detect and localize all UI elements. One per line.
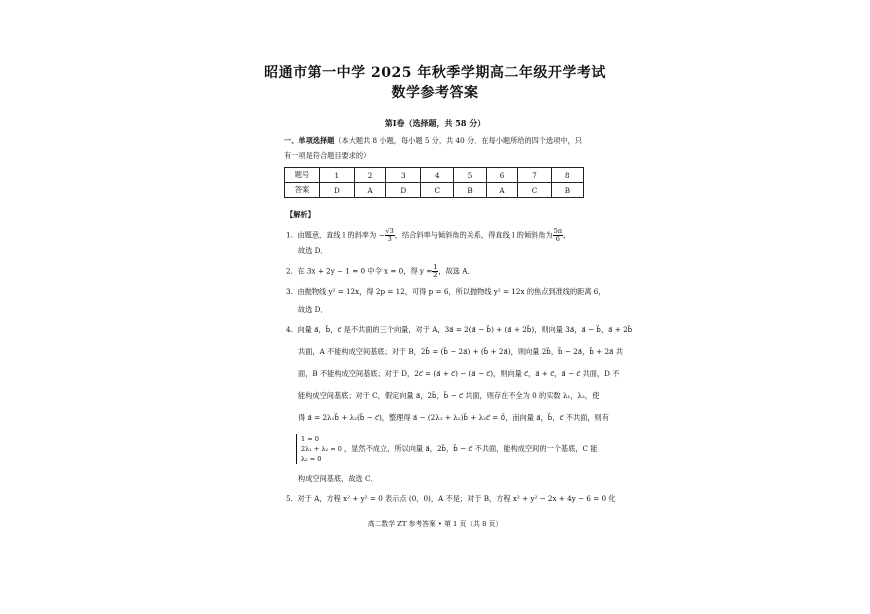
section1-line1: [284, 136, 582, 145]
q1-text-a: 由题意，直线 l 的斜率为 −: [297, 230, 385, 240]
q4-conclusion: 构成空间基底，故选 C．: [298, 474, 378, 483]
answer-table-header: 题号: [285, 168, 320, 183]
equation-2: 2λ₁ + λ₂ = 0: [301, 445, 342, 453]
q5-number: 5.: [286, 494, 293, 503]
question-number-cell: 7: [518, 168, 551, 183]
q3-line1: [286, 287, 606, 296]
q3-number: 3.: [286, 287, 293, 296]
answer-cell: B: [454, 183, 486, 198]
q2-text-a: 在 3x + 2y − 1 = 0 中令 x = 0，得 y =: [297, 266, 433, 276]
q5-line1: [286, 494, 616, 503]
question-number-cell: 8: [551, 168, 583, 183]
volume-heading: 第Ⅰ卷（选择题，共 58 分）: [384, 118, 486, 128]
q3-conclusion: 故选 D．: [298, 305, 328, 314]
q4-line1: [286, 325, 632, 334]
answer-table-row-answers: [285, 183, 584, 198]
q1-slope-numerator: √3: [385, 227, 394, 235]
answer-cell: D: [320, 183, 355, 198]
q4-line4: 能构成空间基底；对于 C，假定向量 a⃗，2b⃗，b⃗ − c⃗ 共面，则存在不全为 0 的实数 λ₁，λ₂，使: [298, 391, 600, 400]
q2-numerator: 1: [433, 263, 438, 271]
question-number-cell: 5: [454, 168, 486, 183]
q1-angle-denominator: 6: [555, 235, 560, 243]
equation-system: [301, 434, 342, 464]
q4-system-tail: ，显然不成立，所以向量 a⃗，2b⃗，b⃗ − c⃗ 不共面，能构成空间的一个基底，C 能: [344, 444, 598, 453]
q1-angle-numerator: 5π: [553, 227, 563, 235]
q4-line5: 得 a⃗ = 2λ₁b⃗ + λ₂(b⃗ − c⃗)，整理得 a⃗ − (2λ₁ + λ₂)b⃗ + λ₂c⃗ = 0⃗，而向量 a⃗，b⃗，c⃗ 不共面，则有: [298, 413, 609, 422]
q2-text-b: ，故选 A．: [438, 266, 475, 276]
q3-text-a: 由抛物线 y² = 12x，得 2p = 12，可得 p = 6，所以抛物线 y² = 12x 的焦点到准线的距离 6，: [297, 287, 606, 296]
answer-cell: A: [486, 183, 518, 198]
q1-angle-fraction: [553, 228, 563, 243]
equation-3: λ₂ = 0: [301, 455, 322, 463]
q1-number: 1.: [286, 230, 293, 240]
answer-table-row-numbers: [285, 168, 584, 183]
q4-text-1: 向量 a⃗，b⃗，c⃗ 是不共面的三个向量，对于 A，3a⃗ = 2(a⃗ − b⃗) + (a⃗ + 2b⃗)，则向量 3a⃗，a⃗ − b⃗，a⃗ + 2b⃗: [297, 325, 633, 334]
answer-cell: C: [421, 183, 454, 198]
analysis-label: 【解析】: [286, 210, 315, 219]
question-number-cell: 3: [386, 168, 421, 183]
q1-text-b: ，结合斜率与倾斜角的关系，得直线 l 的倾斜角为: [394, 230, 553, 240]
answer-cell: C: [518, 183, 551, 198]
q1-line1: [286, 228, 570, 243]
answer-cell: B: [551, 183, 583, 198]
section1-desc1: （本大题共 8 小题，每小题 5 分，共 40 分．在每小题所给的四个选项中，只: [334, 136, 582, 145]
question-number-cell: 2: [354, 168, 386, 183]
question-number-cell: 4: [421, 168, 454, 183]
section1-desc2: 有一项是符合题目要求的）: [284, 151, 371, 160]
answer-cell: A: [354, 183, 386, 198]
q4-number: 4.: [286, 325, 293, 334]
q2-line1: [286, 264, 475, 279]
q1-text-c: ，: [563, 230, 571, 240]
q2-number: 2.: [286, 266, 293, 276]
exam-title: 昭通市第一中学 2025 年秋季学期高二年级开学考试: [264, 65, 606, 81]
q1-slope-fraction: [385, 228, 395, 243]
section1-heading: 一、单项选择题: [284, 136, 335, 145]
q1-conclusion: 故选 D．: [298, 246, 328, 255]
page-footer: 高二数学 ZT 参考答案 • 第 1 页（共 8 页）: [367, 520, 503, 528]
q4-line3: 面，B 不能构成空间基底；对于 D，2c⃗ = (a⃗ + c⃗) − (a⃗ − c⃗)，则向量 c⃗，a⃗ + c⃗，a⃗ − c⃗ 共面，D 不: [298, 369, 620, 378]
equation-1: 1 = 0: [301, 435, 319, 443]
answer-table: [284, 167, 584, 198]
q5-text-1: 对于 A，方程 x² + y² = 0 表示点 (0，0)，A 不是；对于 B，方程 x² + y² − 2x + 4y − 6 = 0 化: [297, 494, 616, 503]
q4-line2: 共面，A 不能构成空间基底；对于 B，2b⃗ = (b⃗ − 2a⃗) + (b⃗ + 2a⃗)，则向量 2b⃗，b⃗ − 2a⃗，b⃗ + 2a⃗ 共: [298, 347, 623, 356]
q2-denominator: 2: [433, 271, 438, 279]
q1-slope-denominator: 3: [387, 235, 392, 243]
answer-cell: D: [386, 183, 421, 198]
question-number-cell: 6: [486, 168, 518, 183]
exam-subtitle: 数学参考答案: [391, 85, 479, 101]
question-number-cell: 1: [320, 168, 355, 183]
answer-table-header: 答案: [285, 183, 320, 198]
